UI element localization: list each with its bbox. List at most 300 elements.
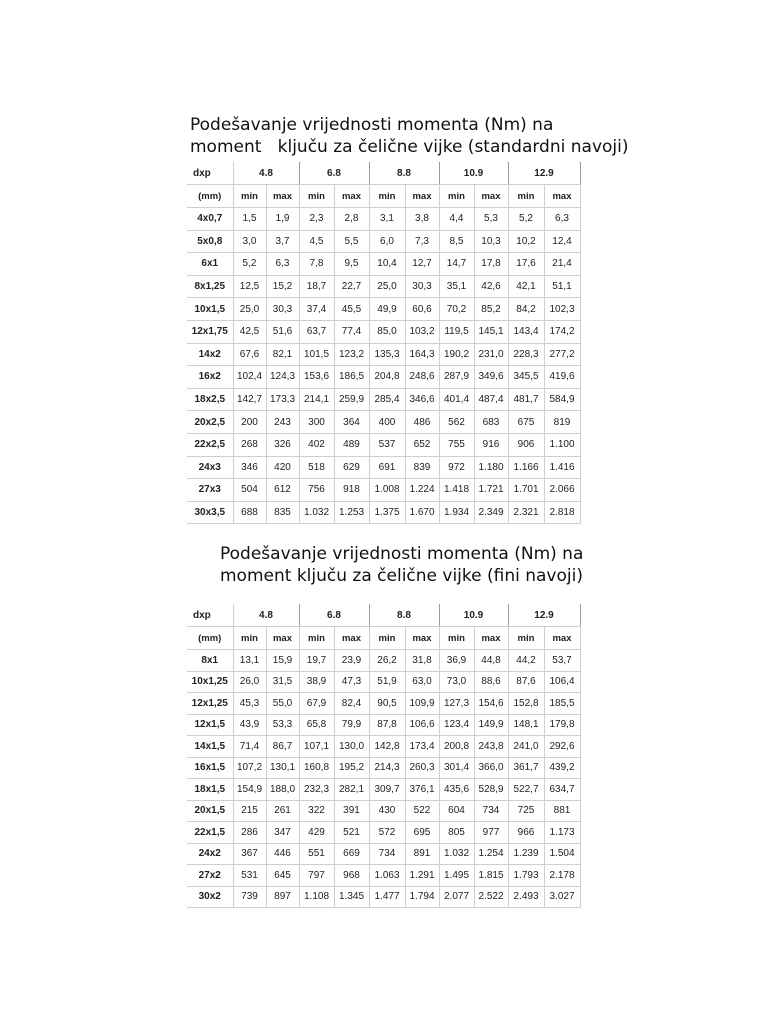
max-header: max — [544, 627, 580, 650]
max-header: max — [544, 185, 580, 208]
max-torque-cell: 634,7 — [544, 779, 580, 801]
min-torque-cell: 67,6 — [233, 343, 266, 366]
min-torque-cell: 10,4 — [369, 253, 405, 276]
grade-header: 6.8 — [299, 604, 369, 627]
min-torque-cell: 26,0 — [233, 671, 266, 693]
min-torque-cell: 346 — [233, 456, 266, 479]
fine-thread-title: Podešavanje vrijednosti momenta (Nm) na moment ključu za čelične vijke (fini navoji) — [220, 544, 584, 586]
min-torque-cell: 84,2 — [508, 298, 544, 321]
min-torque-cell: 966 — [508, 822, 544, 844]
min-torque-cell: 1.793 — [508, 865, 544, 887]
min-torque-cell: 2.493 — [508, 886, 544, 908]
min-torque-cell: 42,5 — [233, 320, 266, 343]
min-header: min — [299, 185, 334, 208]
max-torque-cell: 292,6 — [544, 736, 580, 758]
min-torque-cell: 2.321 — [508, 501, 544, 524]
min-torque-cell: 604 — [439, 800, 474, 822]
min-torque-cell: 85,0 — [369, 320, 405, 343]
min-torque-cell: 87,8 — [369, 714, 405, 736]
grade-header: 6.8 — [299, 162, 369, 185]
max-torque-cell: 243,8 — [474, 736, 508, 758]
max-torque-cell: 1.416 — [544, 456, 580, 479]
fine-thread-torque-table — [187, 604, 581, 908]
max-torque-cell: 7,3 — [405, 230, 439, 253]
table-row — [187, 800, 580, 822]
min-torque-cell: 522,7 — [508, 779, 544, 801]
min-torque-cell: 90,5 — [369, 693, 405, 715]
max-torque-cell: 195,2 — [334, 757, 369, 779]
max-torque-cell: 55,0 — [266, 693, 299, 715]
max-torque-cell: 12,7 — [405, 253, 439, 276]
min-torque-cell: 65,8 — [299, 714, 334, 736]
min-torque-cell: 13,1 — [233, 650, 266, 672]
thread-size-label: 27x2 — [187, 865, 233, 887]
max-torque-cell: 10,3 — [474, 230, 508, 253]
min-header: min — [299, 627, 334, 650]
thread-size-label: 5x0,8 — [187, 230, 233, 253]
unit-label: (mm) — [187, 627, 233, 650]
min-torque-cell: 107,1 — [299, 736, 334, 758]
max-torque-cell: 1.224 — [405, 479, 439, 502]
thread-size-label: 22x1,5 — [187, 822, 233, 844]
max-torque-cell: 3,7 — [266, 230, 299, 253]
min-torque-cell: 232,3 — [299, 779, 334, 801]
max-torque-cell: 364 — [334, 411, 369, 434]
thread-size-label: 8x1,25 — [187, 275, 233, 298]
min-torque-cell: 215 — [233, 800, 266, 822]
standard-thread-title: Podešavanje vrijednosti momenta (Nm) na moment ključu za čelične vijke (standardni navoji) — [190, 115, 629, 157]
thread-size-label: 12x1,75 — [187, 320, 233, 343]
max-torque-cell: 977 — [474, 822, 508, 844]
min-torque-cell: 19,7 — [299, 650, 334, 672]
min-torque-cell: 734 — [369, 843, 405, 865]
max-header: max — [474, 185, 508, 208]
max-torque-cell: 1.253 — [334, 501, 369, 524]
thread-size-label: 10x1,5 — [187, 298, 233, 321]
thread-size-label: 30x3,5 — [187, 501, 233, 524]
max-torque-cell: 918 — [334, 479, 369, 502]
table-row — [187, 208, 580, 231]
max-torque-cell: 629 — [334, 456, 369, 479]
grade-header: 8.8 — [369, 604, 439, 627]
max-torque-cell: 63,0 — [405, 671, 439, 693]
max-torque-cell: 51,1 — [544, 275, 580, 298]
grade-header: 4.8 — [233, 162, 299, 185]
max-torque-cell: 85,2 — [474, 298, 508, 321]
min-torque-cell: 142,7 — [233, 388, 266, 411]
max-torque-cell: 86,7 — [266, 736, 299, 758]
min-torque-cell: 518 — [299, 456, 334, 479]
max-torque-cell: 3,8 — [405, 208, 439, 231]
min-torque-cell: 906 — [508, 433, 544, 456]
min-torque-cell: 25,0 — [233, 298, 266, 321]
min-torque-cell: 1.032 — [299, 501, 334, 524]
max-torque-cell: 487,4 — [474, 388, 508, 411]
max-torque-cell: 6,3 — [544, 208, 580, 231]
table-row — [187, 275, 580, 298]
min-torque-cell: 153,6 — [299, 366, 334, 389]
min-torque-cell: 481,7 — [508, 388, 544, 411]
max-torque-cell: 231,0 — [474, 343, 508, 366]
table-row — [187, 411, 580, 434]
table-row — [187, 456, 580, 479]
max-torque-cell: 179,8 — [544, 714, 580, 736]
max-header: max — [334, 627, 369, 650]
min-torque-cell: 572 — [369, 822, 405, 844]
max-torque-cell: 261 — [266, 800, 299, 822]
max-torque-cell: 185,5 — [544, 693, 580, 715]
max-torque-cell: 154,6 — [474, 693, 508, 715]
min-torque-cell: 214,1 — [299, 388, 334, 411]
max-torque-cell: 9,5 — [334, 253, 369, 276]
min-torque-cell: 190,2 — [439, 343, 474, 366]
min-torque-cell: 400 — [369, 411, 405, 434]
max-torque-cell: 124,3 — [266, 366, 299, 389]
thread-size-label: 10x1,25 — [187, 671, 233, 693]
max-torque-cell: 366,0 — [474, 757, 508, 779]
max-torque-cell: 47,3 — [334, 671, 369, 693]
max-torque-cell: 42,6 — [474, 275, 508, 298]
min-torque-cell: 3,0 — [233, 230, 266, 253]
max-torque-cell: 897 — [266, 886, 299, 908]
max-torque-cell: 2.522 — [474, 886, 508, 908]
max-torque-cell: 968 — [334, 865, 369, 887]
max-torque-cell: 243 — [266, 411, 299, 434]
max-torque-cell: 891 — [405, 843, 439, 865]
max-torque-cell: 31,5 — [266, 671, 299, 693]
max-torque-cell: 612 — [266, 479, 299, 502]
max-torque-cell: 31,8 — [405, 650, 439, 672]
min-torque-cell: 5,2 — [233, 253, 266, 276]
min-torque-cell: 756 — [299, 479, 334, 502]
table-row — [187, 822, 580, 844]
min-header: min — [508, 627, 544, 650]
min-torque-cell: 102,4 — [233, 366, 266, 389]
min-torque-cell: 49,9 — [369, 298, 405, 321]
table-row — [187, 388, 580, 411]
thread-size-label: 4x0,7 — [187, 208, 233, 231]
max-torque-cell: 419,6 — [544, 366, 580, 389]
max-header: max — [474, 627, 508, 650]
max-torque-cell: 521 — [334, 822, 369, 844]
min-torque-cell: 301,4 — [439, 757, 474, 779]
min-torque-cell: 10,2 — [508, 230, 544, 253]
max-torque-cell: 51,6 — [266, 320, 299, 343]
max-torque-cell: 30,3 — [266, 298, 299, 321]
min-torque-cell: 241,0 — [508, 736, 544, 758]
min-torque-cell: 797 — [299, 865, 334, 887]
table-row — [187, 843, 580, 865]
min-torque-cell: 268 — [233, 433, 266, 456]
max-torque-cell: 106,6 — [405, 714, 439, 736]
min-torque-cell: 25,0 — [369, 275, 405, 298]
max-torque-cell: 259,9 — [334, 388, 369, 411]
min-torque-cell: 38,9 — [299, 671, 334, 693]
min-torque-cell: 309,7 — [369, 779, 405, 801]
min-torque-cell: 675 — [508, 411, 544, 434]
max-torque-cell: 1.254 — [474, 843, 508, 865]
table-row — [187, 298, 580, 321]
min-torque-cell: 430 — [369, 800, 405, 822]
thread-size-label: 27x3 — [187, 479, 233, 502]
min-torque-cell: 531 — [233, 865, 266, 887]
min-torque-cell: 42,1 — [508, 275, 544, 298]
grade-header: 12.9 — [508, 604, 580, 627]
max-torque-cell: 82,4 — [334, 693, 369, 715]
min-torque-cell: 1,5 — [233, 208, 266, 231]
max-torque-cell: 916 — [474, 433, 508, 456]
min-header: min — [439, 627, 474, 650]
min-torque-cell: 152,8 — [508, 693, 544, 715]
min-torque-cell: 361,7 — [508, 757, 544, 779]
min-torque-cell: 1.495 — [439, 865, 474, 887]
max-torque-cell: 2.066 — [544, 479, 580, 502]
min-torque-cell: 401,4 — [439, 388, 474, 411]
min-header: min — [369, 627, 405, 650]
table-row — [187, 671, 580, 693]
min-torque-cell: 127,3 — [439, 693, 474, 715]
max-torque-cell: 23,9 — [334, 650, 369, 672]
min-torque-cell: 43,9 — [233, 714, 266, 736]
min-torque-cell: 119,5 — [439, 320, 474, 343]
min-torque-cell: 200 — [233, 411, 266, 434]
max-torque-cell: 2.178 — [544, 865, 580, 887]
min-torque-cell: 2,3 — [299, 208, 334, 231]
max-torque-cell: 489 — [334, 433, 369, 456]
max-torque-cell: 188,0 — [266, 779, 299, 801]
max-torque-cell: 1.504 — [544, 843, 580, 865]
min-torque-cell: 135,3 — [369, 343, 405, 366]
min-torque-cell: 367 — [233, 843, 266, 865]
max-torque-cell: 149,9 — [474, 714, 508, 736]
min-torque-cell: 73,0 — [439, 671, 474, 693]
max-torque-cell: 106,4 — [544, 671, 580, 693]
min-torque-cell: 504 — [233, 479, 266, 502]
min-torque-cell: 755 — [439, 433, 474, 456]
min-torque-cell: 691 — [369, 456, 405, 479]
thread-size-label: 24x3 — [187, 456, 233, 479]
max-torque-cell: 15,9 — [266, 650, 299, 672]
max-torque-cell: 12,4 — [544, 230, 580, 253]
thread-size-label: 12x1,5 — [187, 714, 233, 736]
max-torque-cell: 439,2 — [544, 757, 580, 779]
min-torque-cell: 148,1 — [508, 714, 544, 736]
min-torque-cell: 2.077 — [439, 886, 474, 908]
table-row — [187, 886, 580, 908]
max-torque-cell: 186,5 — [334, 366, 369, 389]
min-torque-cell: 200,8 — [439, 736, 474, 758]
max-torque-cell: 260,3 — [405, 757, 439, 779]
min-torque-cell: 18,7 — [299, 275, 334, 298]
min-torque-cell: 107,2 — [233, 757, 266, 779]
table-row — [187, 779, 580, 801]
grade-header: 4.8 — [233, 604, 299, 627]
max-torque-cell: 819 — [544, 411, 580, 434]
max-torque-cell: 17,8 — [474, 253, 508, 276]
thread-size-label: 16x1,5 — [187, 757, 233, 779]
thread-size-label: 14x1,5 — [187, 736, 233, 758]
table-row — [187, 343, 580, 366]
thread-size-label: 22x2,5 — [187, 433, 233, 456]
min-torque-cell: 300 — [299, 411, 334, 434]
max-torque-cell: 53,7 — [544, 650, 580, 672]
table-row — [187, 366, 580, 389]
min-torque-cell: 45,3 — [233, 693, 266, 715]
min-torque-cell: 739 — [233, 886, 266, 908]
max-torque-cell: 486 — [405, 411, 439, 434]
min-torque-cell: 5,2 — [508, 208, 544, 231]
max-torque-cell: 123,2 — [334, 343, 369, 366]
max-torque-cell: 376,1 — [405, 779, 439, 801]
grade-header: 8.8 — [369, 162, 439, 185]
min-torque-cell: 71,4 — [233, 736, 266, 758]
max-torque-cell: 1.815 — [474, 865, 508, 887]
max-torque-cell: 5,5 — [334, 230, 369, 253]
min-torque-cell: 322 — [299, 800, 334, 822]
max-torque-cell: 1.345 — [334, 886, 369, 908]
max-torque-cell: 346,6 — [405, 388, 439, 411]
min-torque-cell: 1.108 — [299, 886, 334, 908]
max-torque-cell: 88,6 — [474, 671, 508, 693]
max-torque-cell: 174,2 — [544, 320, 580, 343]
max-torque-cell: 282,1 — [334, 779, 369, 801]
max-torque-cell: 2.818 — [544, 501, 580, 524]
max-torque-cell: 173,3 — [266, 388, 299, 411]
thread-size-label: 20x1,5 — [187, 800, 233, 822]
max-header: max — [266, 627, 299, 650]
min-torque-cell: 8,5 — [439, 230, 474, 253]
max-torque-cell: 102,3 — [544, 298, 580, 321]
max-torque-cell: 326 — [266, 433, 299, 456]
table-row — [187, 501, 580, 524]
corner-label: dxp — [187, 162, 233, 185]
thread-size-label: 16x2 — [187, 366, 233, 389]
max-torque-cell: 164,3 — [405, 343, 439, 366]
min-torque-cell: 537 — [369, 433, 405, 456]
thread-size-label: 24x2 — [187, 843, 233, 865]
min-torque-cell: 1.032 — [439, 843, 474, 865]
table-row — [187, 433, 580, 456]
max-torque-cell: 349,6 — [474, 366, 508, 389]
max-torque-cell: 522 — [405, 800, 439, 822]
min-torque-cell: 402 — [299, 433, 334, 456]
grade-header: 12.9 — [508, 162, 580, 185]
max-torque-cell: 45,5 — [334, 298, 369, 321]
max-torque-cell: 15,2 — [266, 275, 299, 298]
min-torque-cell: 228,3 — [508, 343, 544, 366]
table-row — [187, 253, 580, 276]
thread-size-label: 8x1 — [187, 650, 233, 672]
max-torque-cell: 420 — [266, 456, 299, 479]
min-torque-cell: 101,5 — [299, 343, 334, 366]
max-torque-cell: 347 — [266, 822, 299, 844]
max-torque-cell: 5,3 — [474, 208, 508, 231]
max-torque-cell: 1.180 — [474, 456, 508, 479]
max-torque-cell: 584,9 — [544, 388, 580, 411]
max-torque-cell: 1.670 — [405, 501, 439, 524]
max-torque-cell: 1.721 — [474, 479, 508, 502]
min-torque-cell: 1.701 — [508, 479, 544, 502]
min-torque-cell: 1.375 — [369, 501, 405, 524]
min-torque-cell: 154,9 — [233, 779, 266, 801]
max-torque-cell: 2.349 — [474, 501, 508, 524]
min-torque-cell: 3,1 — [369, 208, 405, 231]
thread-size-label: 18x1,5 — [187, 779, 233, 801]
max-torque-cell: 1.173 — [544, 822, 580, 844]
min-torque-cell: 204,8 — [369, 366, 405, 389]
max-torque-cell: 6,3 — [266, 253, 299, 276]
min-header: min — [233, 185, 266, 208]
min-header: min — [233, 627, 266, 650]
min-torque-cell: 35,1 — [439, 275, 474, 298]
min-torque-cell: 143,4 — [508, 320, 544, 343]
min-torque-cell: 725 — [508, 800, 544, 822]
min-torque-cell: 1.418 — [439, 479, 474, 502]
max-torque-cell: 839 — [405, 456, 439, 479]
max-torque-cell: 22,7 — [334, 275, 369, 298]
thread-size-label: 18x2,5 — [187, 388, 233, 411]
min-torque-cell: 70,2 — [439, 298, 474, 321]
max-torque-cell: 1.100 — [544, 433, 580, 456]
min-torque-cell: 1.166 — [508, 456, 544, 479]
min-torque-cell: 429 — [299, 822, 334, 844]
max-torque-cell: 145,1 — [474, 320, 508, 343]
max-header: max — [405, 627, 439, 650]
max-torque-cell: 53,3 — [266, 714, 299, 736]
min-torque-cell: 26,2 — [369, 650, 405, 672]
max-header: max — [334, 185, 369, 208]
min-torque-cell: 214,3 — [369, 757, 405, 779]
min-torque-cell: 37,4 — [299, 298, 334, 321]
max-torque-cell: 109,9 — [405, 693, 439, 715]
max-torque-cell: 645 — [266, 865, 299, 887]
min-torque-cell: 345,5 — [508, 366, 544, 389]
table-row — [187, 479, 580, 502]
min-torque-cell: 1.239 — [508, 843, 544, 865]
min-torque-cell: 123,4 — [439, 714, 474, 736]
min-torque-cell: 1.477 — [369, 886, 405, 908]
max-torque-cell: 1.291 — [405, 865, 439, 887]
min-torque-cell: 1.934 — [439, 501, 474, 524]
min-torque-cell: 1.063 — [369, 865, 405, 887]
min-header: min — [369, 185, 405, 208]
max-torque-cell: 30,3 — [405, 275, 439, 298]
max-torque-cell: 60,6 — [405, 298, 439, 321]
standard-thread-torque-table — [187, 162, 581, 524]
min-torque-cell: 4,5 — [299, 230, 334, 253]
min-torque-cell: 63,7 — [299, 320, 334, 343]
max-torque-cell: 528,9 — [474, 779, 508, 801]
min-torque-cell: 87,6 — [508, 671, 544, 693]
max-torque-cell: 1,9 — [266, 208, 299, 231]
grade-header: 10.9 — [439, 162, 508, 185]
min-torque-cell: 1.008 — [369, 479, 405, 502]
thread-size-label: 14x2 — [187, 343, 233, 366]
max-torque-cell: 82,1 — [266, 343, 299, 366]
max-torque-cell: 835 — [266, 501, 299, 524]
max-torque-cell: 669 — [334, 843, 369, 865]
min-torque-cell: 287,9 — [439, 366, 474, 389]
max-torque-cell: 79,9 — [334, 714, 369, 736]
max-torque-cell: 2,8 — [334, 208, 369, 231]
table-row — [187, 693, 580, 715]
table-row — [187, 230, 580, 253]
max-torque-cell: 683 — [474, 411, 508, 434]
min-header: min — [508, 185, 544, 208]
min-torque-cell: 435,6 — [439, 779, 474, 801]
min-torque-cell: 688 — [233, 501, 266, 524]
max-torque-cell: 695 — [405, 822, 439, 844]
